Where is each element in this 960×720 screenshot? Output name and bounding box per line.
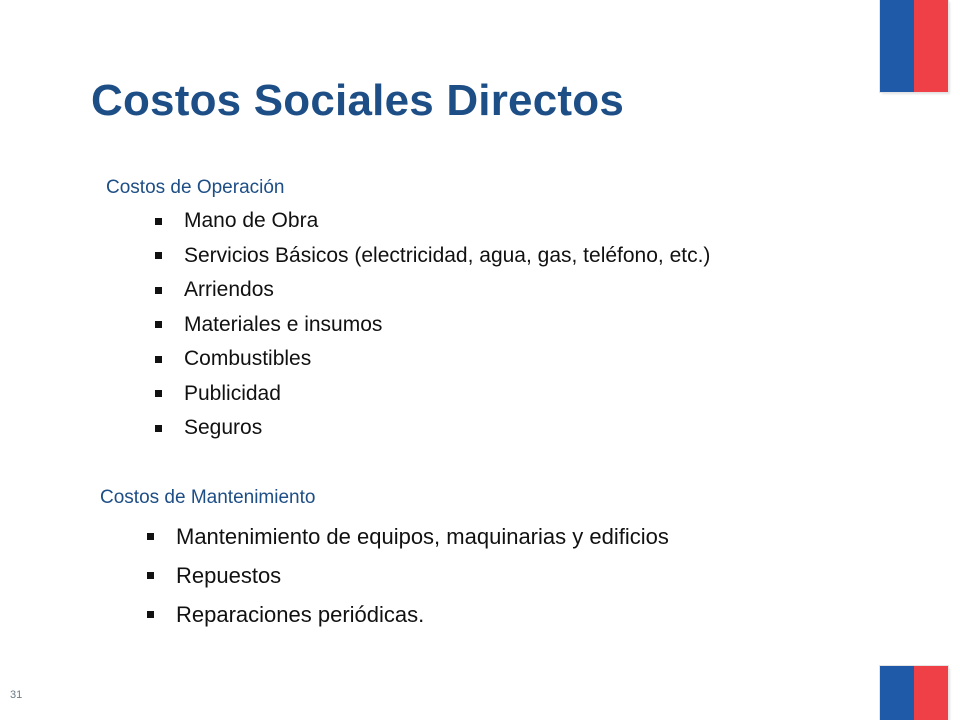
section-heading-operacion: Costos de Operación	[106, 177, 285, 198]
list-item	[155, 342, 710, 377]
square-bullet-icon	[155, 287, 162, 294]
list-item	[147, 556, 669, 595]
chile-flag-bottom-decoration	[880, 666, 948, 720]
list-item-text: Mantenimiento de equipos, maquinarias y edificios	[176, 523, 669, 549]
list-item	[155, 377, 710, 412]
square-bullet-icon	[147, 533, 154, 540]
list-item-text: Combustibles	[184, 347, 312, 371]
square-bullet-icon	[155, 218, 162, 225]
chile-flag-top-decoration	[880, 0, 948, 92]
list-item-text: Mano de Obra	[184, 209, 319, 233]
list-item-text: Seguros	[184, 416, 263, 440]
list-item	[155, 273, 710, 308]
operation-costs-list	[155, 204, 710, 446]
list-item-text: Repuestos	[176, 562, 282, 588]
flag-red-stripe	[914, 0, 948, 92]
list-item	[155, 204, 710, 239]
page-number: 31	[10, 689, 23, 701]
square-bullet-icon	[155, 425, 162, 432]
flag-red-stripe	[914, 666, 948, 720]
square-bullet-icon	[155, 252, 162, 259]
list-item-text: Reparaciones periódicas.	[176, 601, 425, 627]
list-item-text: Materiales e insumos	[184, 312, 383, 336]
flag-blue-stripe	[880, 666, 914, 720]
section-heading-mantenimiento: Costos de Mantenimiento	[100, 487, 316, 508]
list-item-text: Servicios Básicos (electricidad, agua, gas, teléfono, etc.)	[184, 243, 711, 267]
list-item	[147, 595, 669, 634]
list-item-text: Publicidad	[184, 381, 281, 405]
square-bullet-icon	[147, 572, 154, 579]
maintenance-costs-list	[147, 517, 669, 634]
list-item	[147, 517, 669, 556]
square-bullet-icon	[147, 611, 154, 618]
square-bullet-icon	[155, 321, 162, 328]
flag-blue-stripe	[880, 0, 914, 92]
list-item-text: Arriendos	[184, 278, 274, 302]
list-item	[155, 308, 710, 343]
list-item	[155, 411, 710, 446]
slide-title: Costos Sociales Directos	[91, 76, 624, 125]
list-item	[155, 239, 710, 274]
square-bullet-icon	[155, 390, 162, 397]
square-bullet-icon	[155, 356, 162, 363]
